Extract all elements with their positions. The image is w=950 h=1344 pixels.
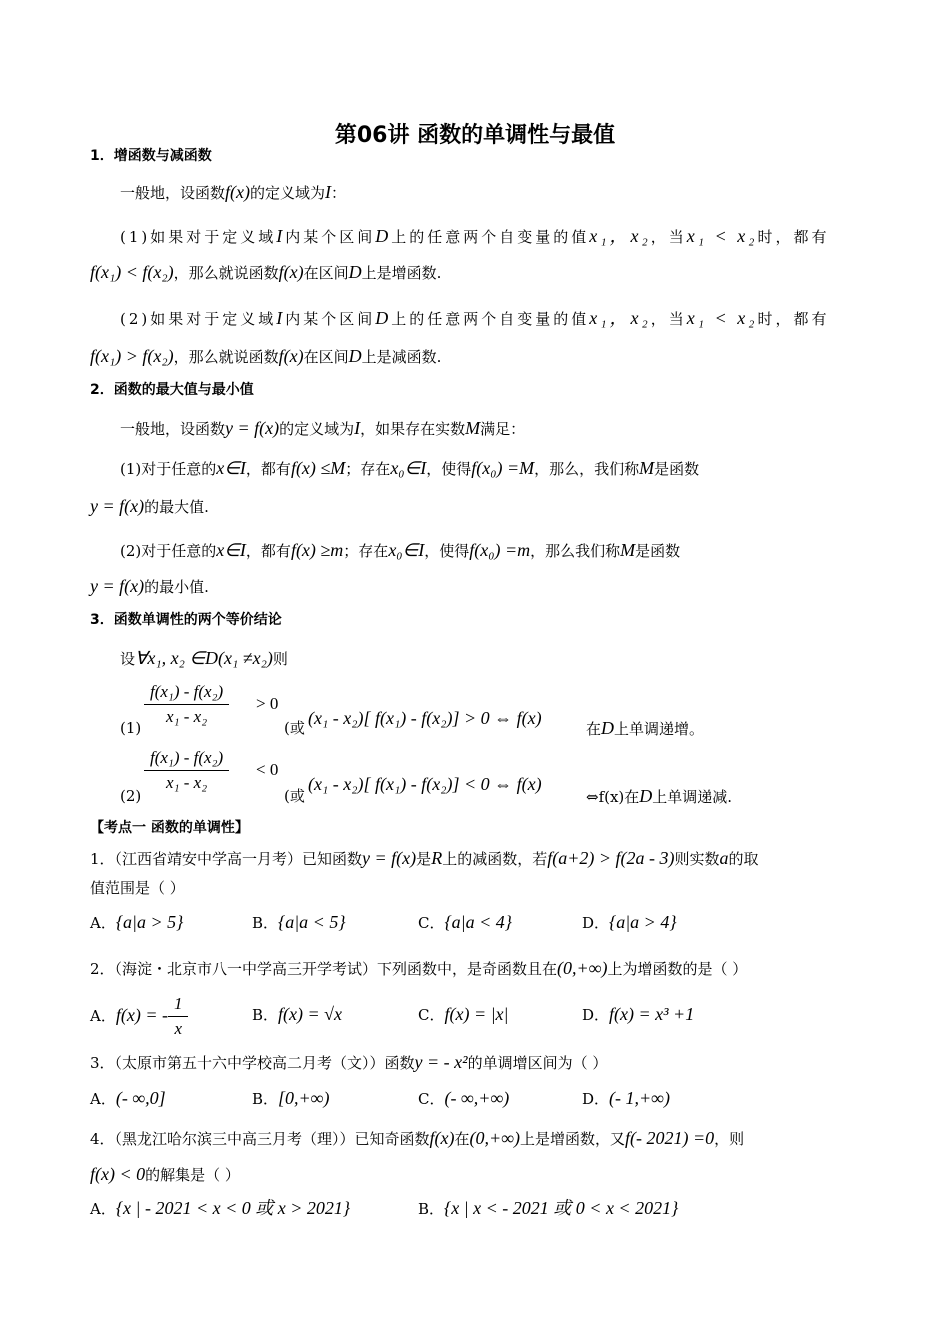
text: ，那么，我们称 <box>534 460 640 478</box>
math-fx: f(x) <box>429 1128 455 1148</box>
sec1-intro <box>120 182 950 203</box>
text: ，则 <box>714 1130 745 1148</box>
question-1 <box>90 848 950 869</box>
math-fx1-gt-fx2: f(x₁) > f(x₂) <box>90 346 174 366</box>
math-fx-le-M: f(x) ≤M <box>290 458 346 478</box>
math-a: a <box>719 848 729 868</box>
text: 上单调递增。 <box>614 720 705 738</box>
math-R: R <box>431 848 443 868</box>
text: 3．（太原市第五十六中学校高二月考（文））函数 <box>90 1054 415 1072</box>
section-3-heading: 3．函数单调性的两个等价结论 <box>90 612 282 628</box>
math-I: I <box>325 182 332 202</box>
text: ： <box>331 184 347 202</box>
option-label: C． <box>418 1006 445 1024</box>
option-value: {x | - 2021 < x < 0 或 x > 2021} <box>115 1198 351 1218</box>
text: 内某个区间 <box>285 228 376 246</box>
text: ，都有 <box>245 460 291 478</box>
math-fx0-eq-m: f(x₀) =m <box>469 540 531 560</box>
math-fx-lt-0: f(x) < 0 <box>90 1164 146 1184</box>
math-fx-ge-m: f(x) ≥m <box>290 540 344 560</box>
math-M: M <box>639 458 655 478</box>
fraction-denominator: x <box>174 1019 182 1038</box>
math-M: M <box>465 418 481 438</box>
sec1-p2-line2 <box>90 346 950 367</box>
text <box>586 786 732 807</box>
text: 上的任意两个自变量的值 <box>391 228 590 246</box>
q1-option-a <box>90 912 183 933</box>
question-1-line2: 值范围是（ ） <box>90 879 185 897</box>
sec3-result-2 <box>120 748 950 806</box>
option-value: [0,+∞) <box>278 1088 330 1108</box>
text: 2．（海淀・北京市八一中学高三开学考试）下列函数中，是奇函数且在 <box>90 960 558 978</box>
math-fx1-lt-fx2: f(x₁) < f(x₂) <box>90 262 174 282</box>
sec2-p2-line2 <box>90 576 950 597</box>
math-equivalence-decreasing: (x₁ - x₂)[ f(x₁) - f(x₂)] < 0 ⇔ f(x) <box>308 774 542 794</box>
math-gt-zero: > 0 <box>256 694 279 713</box>
option-value: {a|a > 4} <box>609 912 677 932</box>
text: ⇔f(x)在 <box>586 788 640 806</box>
text: 1．（江西省靖安中学高一月考）已知函数 <box>90 850 363 868</box>
text: 满足： <box>480 420 526 438</box>
math-x1-lt-x2: x₁ < x₂ <box>686 226 758 246</box>
fraction-numerator: f(x₁) - f(x₂) <box>144 682 229 705</box>
math-I: I <box>276 308 286 328</box>
math-fx: f(x) <box>278 262 304 282</box>
math-D: D <box>375 308 392 328</box>
question-4 <box>90 1128 950 1149</box>
text: 上的减函数，若 <box>442 850 548 868</box>
option-value: {a|a < 4} <box>444 912 512 932</box>
text: ，如果存在实数 <box>360 420 466 438</box>
option-label: A． <box>90 1090 116 1108</box>
text <box>586 718 704 739</box>
math-condition: f(- 2021) =0 <box>625 1128 715 1148</box>
text: (2)如果对于定义域 <box>120 310 277 328</box>
option-label: D． <box>582 1006 610 1024</box>
math-x0-in-I: x₀∈I <box>390 458 427 478</box>
text: 的单调增区间为（ ） <box>467 1054 608 1072</box>
option-label: B． <box>252 1090 279 1108</box>
text: ；存在 <box>345 460 391 478</box>
fraction <box>144 682 229 727</box>
text: 在 <box>586 720 602 738</box>
math-x1: x₁， <box>589 226 631 246</box>
q1-option-d <box>582 912 677 933</box>
math-y-fx: y = f(x) <box>90 576 145 596</box>
option-label: B． <box>418 1200 445 1218</box>
text: 一般地，设函数 <box>120 420 226 438</box>
kaodian-heading: 【考点一 函数的单调性】 <box>90 820 249 836</box>
text: ；存在 <box>343 542 389 560</box>
text: (或 <box>284 787 305 805</box>
text: ，当 <box>650 310 687 328</box>
option-value: {a|a < 5} <box>278 912 346 932</box>
option-value: {x | x < - 2021 或 0 < x < 2021} <box>444 1198 679 1218</box>
q2-option-d <box>582 1004 694 1025</box>
q3-option-b <box>252 1088 330 1109</box>
q2-option-b <box>252 1004 342 1025</box>
option-value: f(x) = |x| <box>444 1004 509 1024</box>
q2-option-a <box>90 994 188 1042</box>
text: 4．（黑龙江哈尔滨三中高三月考（理））已知奇函数 <box>90 1130 430 1148</box>
question-4-line2 <box>90 1164 950 1185</box>
q4-option-a <box>90 1198 350 1219</box>
sec1-p1-line1 <box>120 226 950 247</box>
option-label: C． <box>418 1090 445 1108</box>
fraction-numerator: 1 <box>168 994 189 1017</box>
sec1-p1-line2 <box>90 262 950 283</box>
fraction <box>168 994 189 1039</box>
math-M: M <box>620 540 636 560</box>
option-value: f(x) = √x <box>278 1004 343 1024</box>
fraction-denominator: x₁ - x₂ <box>166 707 208 726</box>
option-value: (- ∞,+∞) <box>444 1088 510 1108</box>
text: 一般地，设函数 <box>120 184 226 202</box>
text: ，那么我们称 <box>530 542 621 560</box>
text: 上是增函数. <box>361 264 442 282</box>
text: 设 <box>120 650 136 668</box>
option-value: f(x) = x³ +1 <box>609 1004 695 1024</box>
math-y-fx: y = f(x) <box>225 418 280 438</box>
option-label: A． <box>90 1200 116 1218</box>
math-y-neg-x2: y = - x² <box>414 1052 468 1072</box>
option-label: D． <box>582 914 610 932</box>
text: (1)对于任意的 <box>120 460 217 478</box>
q3-option-c <box>418 1088 509 1109</box>
math-condition: f(a+2) > f(2a - 3) <box>547 848 675 868</box>
option-value: (- ∞,0] <box>115 1088 166 1108</box>
sec3-result-1 <box>120 682 950 740</box>
math-D: D <box>348 262 362 282</box>
math-x0-in-I: x₀∈I <box>388 540 425 560</box>
text: 上的任意两个自变量的值 <box>391 310 590 328</box>
page-title: 第06讲 函数的单调性与最值 <box>334 123 616 148</box>
section-1-heading: 1．增函数与减函数 <box>90 148 212 164</box>
option-label: B． <box>252 1006 279 1024</box>
item-label: (2) <box>120 787 142 805</box>
text: (1)如果对于定义域 <box>120 228 277 246</box>
text: ，都有 <box>245 542 291 560</box>
text: 是函数 <box>654 460 700 478</box>
q1-option-b <box>252 912 346 933</box>
text: 的解集是（ ） <box>145 1166 240 1184</box>
text: 上单调递减. <box>652 788 733 806</box>
math-equivalence-increasing: (x₁ - x₂)[ f(x₁) - f(x₂)] > 0 ⇔ f(x) <box>308 708 542 728</box>
text: 的最大值. <box>144 498 209 516</box>
fraction-numerator: f(x₁) - f(x₂) <box>144 748 229 771</box>
math-D: D <box>601 718 615 738</box>
text: 在区间 <box>303 348 349 366</box>
math-x1-lt-x2: x₁ < x₂ <box>686 308 758 328</box>
option-label: C． <box>418 914 445 932</box>
option-label: A． <box>90 914 116 932</box>
text: (2)对于任意的 <box>120 542 217 560</box>
question-2 <box>90 958 950 979</box>
text: 在区间 <box>303 264 349 282</box>
text: (或 <box>284 719 305 737</box>
math-lt-zero: < 0 <box>256 760 279 779</box>
text: 内某个区间 <box>285 310 376 328</box>
q1-option-c <box>418 912 512 933</box>
sec2-intro <box>120 418 950 439</box>
text: 时，都有 <box>757 310 830 328</box>
fraction <box>144 748 229 793</box>
math-I: I <box>354 418 361 438</box>
text: 是函数 <box>635 542 681 560</box>
text: ，那么就说函数 <box>173 264 279 282</box>
option-value: (- 1,+∞) <box>609 1088 670 1108</box>
item-label: (1) <box>120 719 142 737</box>
math-fx0-eq-M: f(x₀) =M <box>471 458 535 478</box>
q3-option-a <box>90 1088 166 1109</box>
q3-option-d <box>582 1088 670 1109</box>
math-x-in-I: x∈I <box>216 540 246 560</box>
text: ，使得 <box>424 542 470 560</box>
math-fx: f(x) <box>278 346 304 366</box>
text: ，当 <box>650 228 687 246</box>
sec2-p1-line2 <box>90 496 950 517</box>
math-x2: x₂ <box>630 226 651 246</box>
math-D: D <box>375 226 392 246</box>
section-2-heading: 2．函数的最大值与最小值 <box>90 382 254 398</box>
math-y-fx: y = f(x) <box>362 848 417 868</box>
math-interval: (0,+∞) <box>469 1128 521 1148</box>
fraction-denominator: x₁ - x₂ <box>166 773 208 792</box>
text: 上是减函数. <box>361 348 442 366</box>
sec1-p2-line1 <box>120 308 950 329</box>
text: 的最小值. <box>144 578 209 596</box>
text: 上为增函数的是（ ） <box>607 960 748 978</box>
math-fx: f(x) <box>225 182 250 202</box>
question-3 <box>90 1052 950 1073</box>
text: 的定义域为 <box>250 184 326 202</box>
math-x-in-I: x∈I <box>216 458 246 478</box>
sec2-p1-line1 <box>120 458 950 479</box>
text: ，那么就说函数 <box>173 348 279 366</box>
sec3-set <box>120 648 950 669</box>
math-x2: x₂ <box>630 308 651 328</box>
text: 的定义域为 <box>279 420 355 438</box>
option-value: f(x) = - <box>115 1004 168 1025</box>
text: 的取 <box>728 850 759 868</box>
text: 时，都有 <box>757 228 830 246</box>
option-label: B． <box>252 914 279 932</box>
math-interval: (0,+∞) <box>557 958 608 978</box>
math-D: D <box>639 786 653 806</box>
option-label: D． <box>582 1090 610 1108</box>
sec2-p2-line1 <box>120 540 950 561</box>
q4-option-b <box>418 1198 678 1219</box>
q2-option-c <box>418 1004 509 1025</box>
math-I: I <box>276 226 286 246</box>
text: 是 <box>416 850 432 868</box>
math-forall-x1-x2: ∀x₁, x₂ ∈D(x₁ ≠x₂) <box>135 648 273 668</box>
text: 则实数 <box>674 850 720 868</box>
math-y-fx: y = f(x) <box>90 496 145 516</box>
text: ，使得 <box>426 460 472 478</box>
math-x1: x₁， <box>589 308 631 328</box>
text: 则 <box>272 650 288 668</box>
option-label: A． <box>90 1006 116 1025</box>
text: 上是增函数，又 <box>520 1130 626 1148</box>
math-D: D <box>348 346 362 366</box>
option-value: {a|a > 5} <box>115 912 184 932</box>
text: 在 <box>454 1130 470 1148</box>
